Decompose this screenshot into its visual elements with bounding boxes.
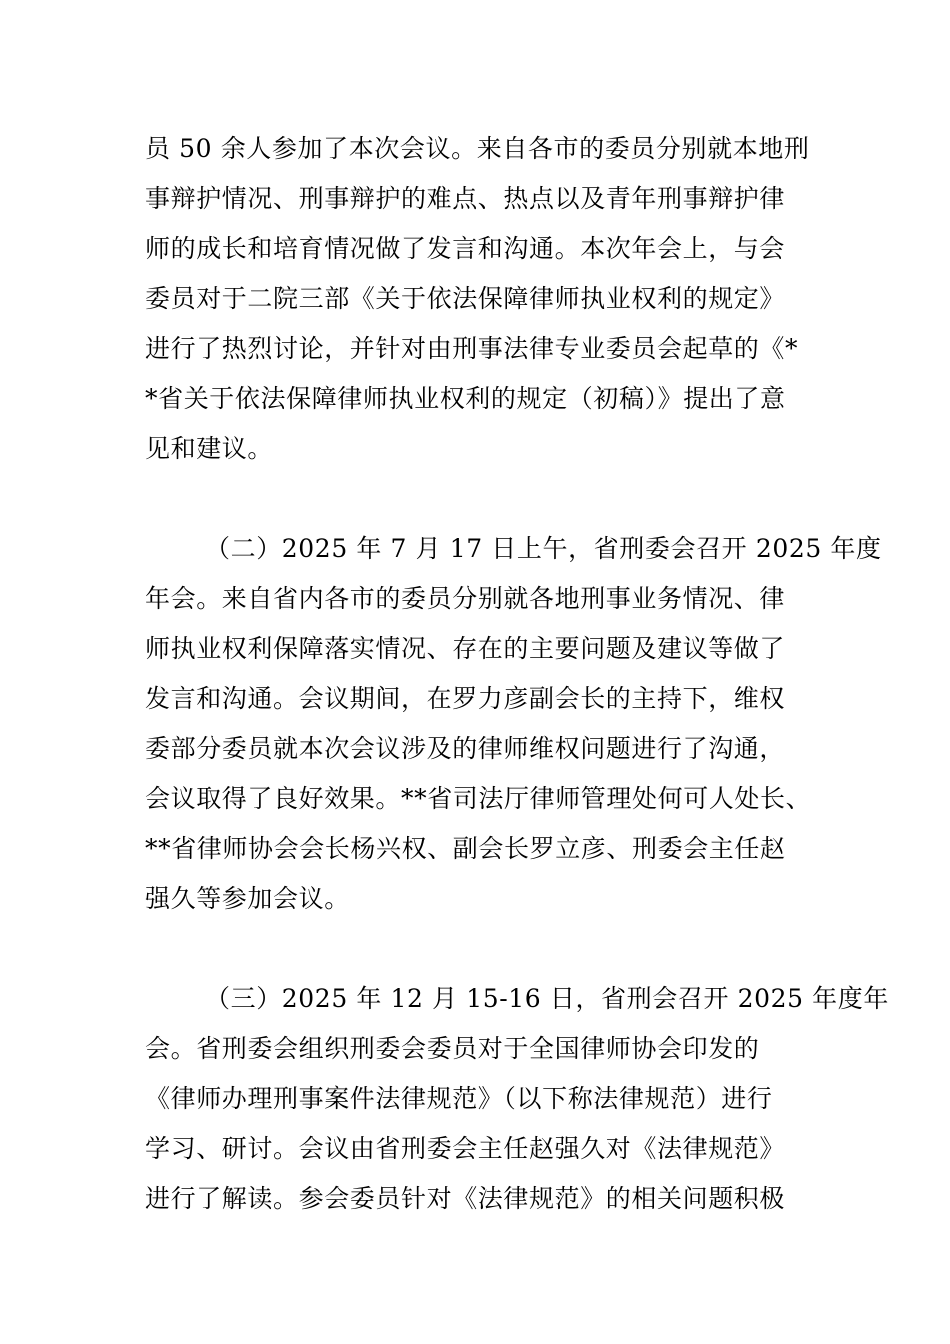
paragraph-2-line-6: 会议取得了良好效果。**省司法厅律师管理处何可人处长、: [145, 784, 812, 813]
paragraph-1-line-4: 委员对于二院三部《关于依法保障律师执业权利的规定》: [145, 284, 786, 313]
paragraph-2-line-4: 发言和沟通。会议期间，在罗力彦副会长的主持下，维权: [145, 684, 786, 713]
paragraph-1-line-7: 见和建议。: [145, 434, 274, 463]
paragraph-2-line-7: **省律师协会会长杨兴权、副会长罗立彦、刑委会主任赵: [145, 834, 786, 863]
paragraph-2-line-3: 师执业权利保障落实情况、存在的主要问题及建议等做了: [145, 634, 786, 663]
paragraph-3-line-1: （三）2025 年 12 月 15-16 日，省刑会召开 2025 年度年: [205, 984, 889, 1013]
paragraph-2-line-5: 委部分委员就本次会议涉及的律师维权问题进行了沟通，: [145, 734, 786, 763]
paragraph-2-line-1: （二）2025 年 7 月 17 日上午，省刑委会召开 2025 年度: [205, 534, 882, 563]
paragraph-3-line-5: 进行了解读。参会委员针对《法律规范》的相关问题积极: [145, 1184, 786, 1213]
paragraph-1-line-1: 员 50 余人参加了本次会议。来自各市的委员分别就本地刑: [145, 134, 810, 163]
paragraph-2-line-8: 强久等参加会议。: [145, 884, 350, 913]
paragraph-1-line-3: 师的成长和培育情况做了发言和沟通。本次年会上，与会: [145, 234, 786, 263]
paragraph-3-line-2: 会。省刑委会组织刑委会委员对于全国律师协会印发的: [145, 1034, 760, 1063]
paragraph-1-line-2: 事辩护情况、刑事辩护的难点、热点以及青年刑事辩护律: [145, 184, 786, 213]
paragraph-3-line-4: 学习、研讨。会议由省刑委会主任赵强久对《法律规范》: [145, 1134, 786, 1163]
paragraph-2-line-2: 年会。来自省内各市的委员分别就各地刑事业务情况、律: [145, 584, 786, 613]
paragraph-3-line-3: 《律师办理刑事案件法律规范》（以下称法律规范）进行: [145, 1084, 773, 1113]
paragraph-1-line-6: *省关于依法保障律师执业权利的规定（初稿）》提出了意: [145, 384, 786, 413]
paragraph-1-line-5: 进行了热烈讨论，并针对由刑事法律专业委员会起草的《*: [145, 334, 799, 363]
